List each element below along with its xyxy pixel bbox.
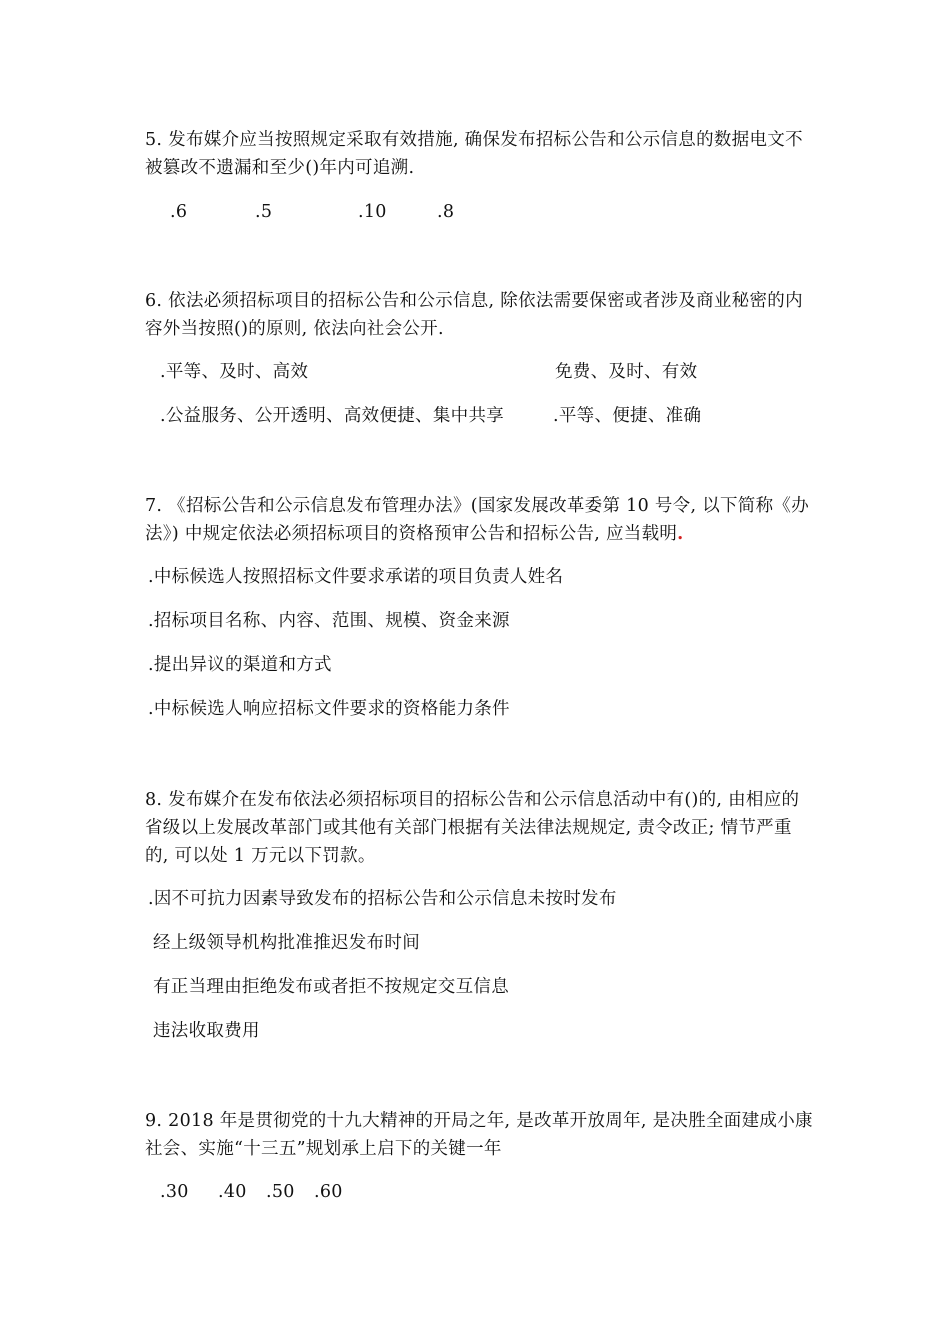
question-8-stem: 8. 发布媒介在发布依法必须招标项目的招标公告和公示信息活动中有()的, 由相应的省级以上发展改革部门或其他有关部门根据有关法律法规规定, 责令改正; 情节严重的, 可以处 1 万元以下罚款。 xyxy=(145,790,800,866)
question-9-stem: 9. 2018 年是贯彻党的十九大精神的开局之年, 是改革开放周年, 是决胜全面建成小康社会、实施“十三五”规划承上启下的关键一年 xyxy=(145,1111,813,1159)
question-7-stem-mark: . xyxy=(677,524,684,544)
question-5-option-d: .8 xyxy=(437,202,455,222)
question-7-option-a: .中标候选人按照招标文件要求承诺的项目负责人姓名 xyxy=(148,567,564,587)
question-7-option-c: .提出异议的渠道和方式 xyxy=(148,655,332,675)
question-6-option-c: .公益服务、公开透明、高效便捷、集中共享 xyxy=(160,406,505,426)
question-5-option-c: .10 xyxy=(358,202,387,222)
question-8-option-b: 经上级领导机构批准推迟发布时间 xyxy=(153,933,420,953)
question-8-option-c: 有正当理由拒绝发布或者拒不按规定交互信息 xyxy=(153,977,509,997)
question-9-option-c: .50 xyxy=(266,1182,295,1202)
question-5-stem: 5. 发布媒介应当按照规定采取有效措施, 确保发布招标公告和公示信息的数据电文不被篡改不遗漏和至少()年内可追溯. xyxy=(145,130,803,178)
question-7-stem-text: 7. 《招标公告和公示信息发布管理办法》(国家发展改革委第 10 号令, 以下简称《办法》) 中规定依法必须招标项目的资格预审公告和招标公告, 应当载明 xyxy=(145,496,810,544)
question-9-option-a: .30 xyxy=(160,1182,189,1202)
question-9-option-d: .60 xyxy=(314,1182,343,1202)
question-6-stem: 6. 依法必须招标项目的招标公告和公示信息, 除依法需要保密或者涉及商业秘密的内容外当按照()的原则, 依法向社会公开. xyxy=(145,291,803,339)
question-7-option-b: .招标项目名称、内容、范围、规模、资金来源 xyxy=(148,611,510,631)
question-6-option-b: 免费、及时、有效 xyxy=(555,362,698,382)
question-9-option-b: .40 xyxy=(218,1182,247,1202)
question-5-option-b: .5 xyxy=(255,202,273,222)
question-7-option-d: .中标候选人响应招标文件要求的资格能力条件 xyxy=(148,699,510,719)
question-8-option-d: 违法收取费用 xyxy=(153,1021,260,1041)
question-6-option-a: .平等、及时、高效 xyxy=(160,362,309,382)
question-6-option-d: .平等、便捷、准确 xyxy=(553,406,702,426)
question-7-stem xyxy=(145,492,815,548)
question-5-option-a: .6 xyxy=(170,202,188,222)
question-8-option-a: .因不可抗力因素导致发布的招标公告和公示信息未按时发布 xyxy=(148,889,617,909)
